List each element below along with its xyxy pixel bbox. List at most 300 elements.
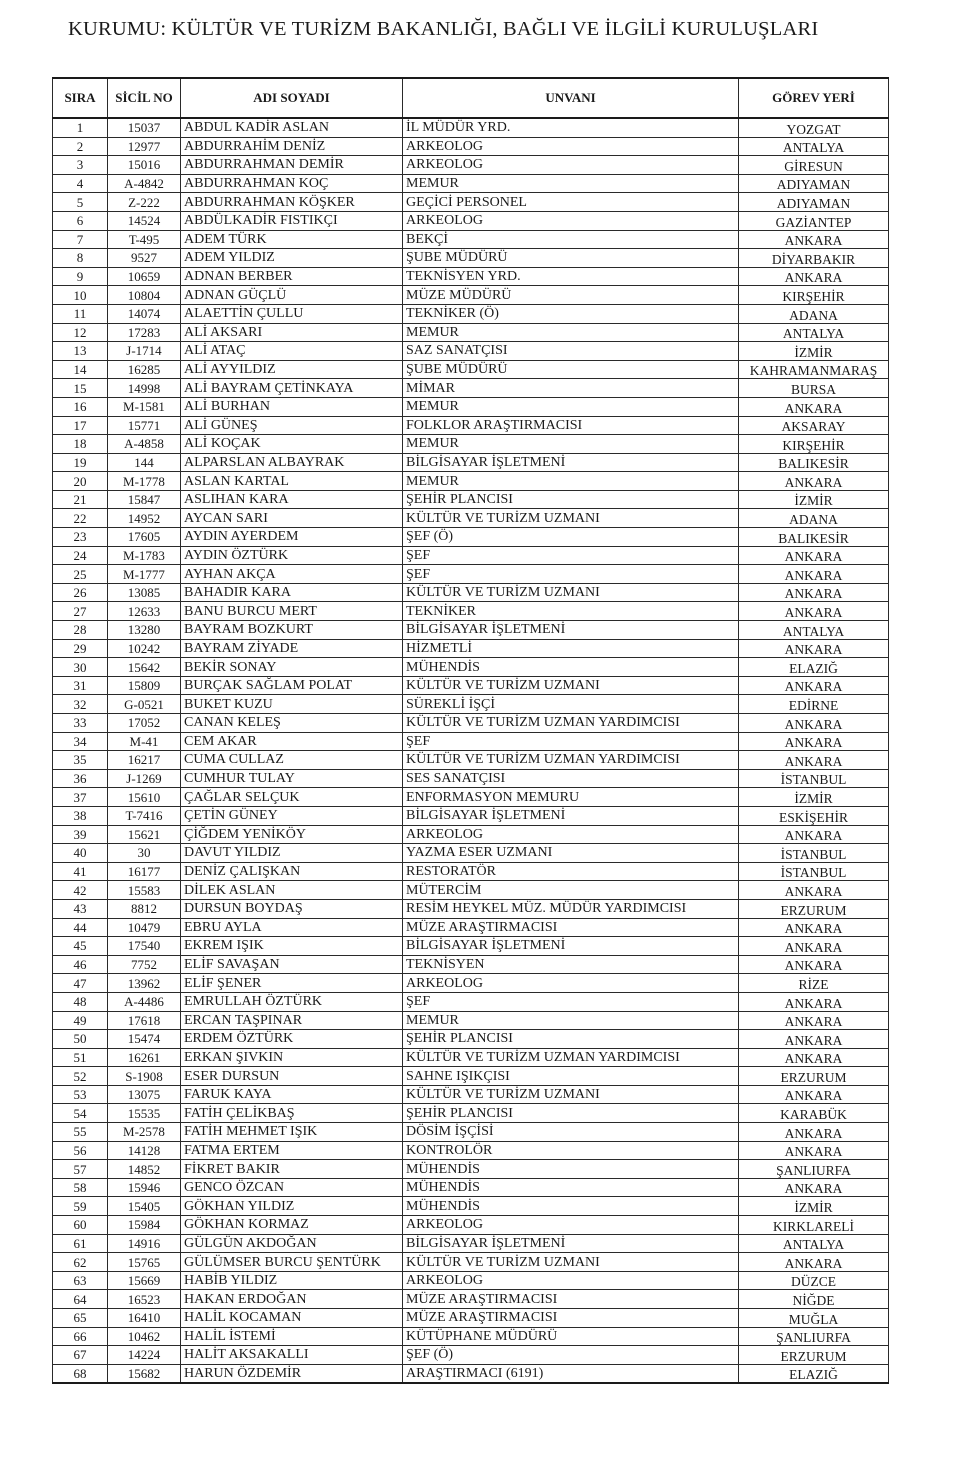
table-row [53,1178,889,1197]
cell-sira: 25 [53,565,108,584]
cell-gorev-yeri: DİYARBAKIR [739,249,889,268]
cell-adi-soyadi: ERDEM ÖZTÜRK [181,1030,403,1049]
cell-sira: 7 [53,230,108,249]
cell-adi-soyadi: BURÇAK SAĞLAM POLAT [181,676,403,695]
cell-unvani: YAZMA ESER UZMANI [403,844,739,863]
cell-gorev-yeri: ANKARA [739,565,889,584]
cell-sicil-no: T-495 [108,230,181,249]
table-row [53,509,889,528]
cell-sicil-no: 15474 [108,1030,181,1049]
cell-sira: 39 [53,825,108,844]
cell-adi-soyadi: DİLEK ASLAN [181,881,403,900]
cell-gorev-yeri: ANKARA [739,1123,889,1142]
cell-sicil-no: 10659 [108,267,181,286]
table-row [53,323,889,342]
personnel-table [52,77,889,1384]
cell-unvani: RESİM HEYKEL MÜZ. MÜDÜR YARDIMCISI [403,899,739,918]
cell-sicil-no: 14852 [108,1160,181,1179]
cell-gorev-yeri: BALIKESİR [739,453,889,472]
header-unvani: UNVANI [403,78,739,118]
cell-gorev-yeri: ESKİŞEHİR [739,806,889,825]
cell-sira: 16 [53,397,108,416]
cell-adi-soyadi: CUMHUR TULAY [181,769,403,788]
cell-sira: 44 [53,918,108,937]
cell-unvani: ARKEOLOG [403,974,739,993]
cell-sicil-no: M-2578 [108,1123,181,1142]
cell-adi-soyadi: HAKAN ERDOĞAN [181,1290,403,1309]
table-row [53,769,889,788]
cell-adi-soyadi: AYDIN AYERDEM [181,528,403,547]
cell-unvani: GEÇİCİ PERSONEL [403,193,739,212]
cell-sicil-no: M-1778 [108,472,181,491]
table-row [53,1067,889,1086]
cell-unvani: İL MÜDÜR YRD. [403,118,739,137]
cell-sira: 43 [53,899,108,918]
cell-adi-soyadi: ABDURRAHMAN DEMİR [181,156,403,175]
cell-gorev-yeri: ANKARA [739,230,889,249]
cell-sira: 4 [53,174,108,193]
cell-gorev-yeri: ANKARA [739,751,889,770]
table-row [53,435,889,454]
cell-adi-soyadi: ADNAN BERBER [181,267,403,286]
cell-adi-soyadi: BANU BURCU MERT [181,602,403,621]
table-row [53,639,889,658]
cell-sicil-no: 14952 [108,509,181,528]
cell-unvani: MİMAR [403,379,739,398]
cell-adi-soyadi: CANAN KELEŞ [181,714,403,733]
table-row [53,1327,889,1346]
cell-gorev-yeri: ANKARA [739,881,889,900]
cell-unvani: MEMUR [403,472,739,491]
cell-adi-soyadi: ALİ ATAÇ [181,342,403,361]
cell-adi-soyadi: GÖKHAN KORMAZ [181,1216,403,1235]
table-row [53,453,889,472]
cell-sira: 22 [53,509,108,528]
header-sicil-no: SİCİL NO [108,78,181,118]
cell-sira: 18 [53,435,108,454]
table-row [53,806,889,825]
cell-sicil-no: 15642 [108,658,181,677]
cell-gorev-yeri: GAZİANTEP [739,211,889,230]
cell-sira: 33 [53,714,108,733]
cell-adi-soyadi: ÇİĞDEM YENİKÖY [181,825,403,844]
cell-adi-soyadi: CUMA CULLAZ [181,751,403,770]
cell-adi-soyadi: HARUN ÖZDEMİR [181,1364,403,1383]
cell-sira: 52 [53,1067,108,1086]
page-title: KURUMU: KÜLTÜR VE TURİZM BAKANLIĞI, BAĞLI VE İLGİLİ KURULUŞLARI [68,18,819,40]
cell-unvani: KÜLTÜR VE TURİZM UZMANI [403,676,739,695]
cell-sira: 61 [53,1234,108,1253]
cell-unvani: MEMUR [403,174,739,193]
cell-sicil-no: 16523 [108,1290,181,1309]
cell-adi-soyadi: GÜLÜMSER BURCU ŞENTÜRK [181,1253,403,1272]
cell-sicil-no: 13280 [108,621,181,640]
personnel-table-container [52,77,888,1384]
table-row [53,249,889,268]
cell-sicil-no: 15847 [108,490,181,509]
cell-gorev-yeri: İSTANBUL [739,769,889,788]
cell-sicil-no: 15771 [108,416,181,435]
cell-gorev-yeri: ANKARA [739,918,889,937]
cell-gorev-yeri: KARABÜK [739,1104,889,1123]
cell-sicil-no: A-4486 [108,992,181,1011]
cell-sicil-no: 144 [108,453,181,472]
cell-adi-soyadi: ALİ BAYRAM ÇETİNKAYA [181,379,403,398]
cell-gorev-yeri: ELAZIĞ [739,658,889,677]
cell-gorev-yeri: AKSARAY [739,416,889,435]
cell-adi-soyadi: HALİL KOCAMAN [181,1309,403,1328]
cell-sicil-no: 14916 [108,1234,181,1253]
table-row [53,490,889,509]
cell-gorev-yeri: ERZURUM [739,1067,889,1086]
cell-sicil-no: 15682 [108,1364,181,1383]
table-header-row [53,78,889,118]
cell-sira: 46 [53,955,108,974]
table-row [53,602,889,621]
cell-sicil-no: 15809 [108,676,181,695]
table-row [53,1085,889,1104]
table-row [53,342,889,361]
cell-gorev-yeri: ANKARA [739,472,889,491]
cell-adi-soyadi: DENİZ ÇALIŞKAN [181,862,403,881]
cell-adi-soyadi: ÇAĞLAR SELÇUK [181,788,403,807]
cell-sicil-no: J-1269 [108,769,181,788]
table-row [53,416,889,435]
cell-unvani: ARKEOLOG [403,1216,739,1235]
cell-gorev-yeri: BURSA [739,379,889,398]
cell-gorev-yeri: YOZGAT [739,118,889,137]
cell-unvani: KÜLTÜR VE TURİZM UZMAN YARDIMCISI [403,714,739,733]
cell-sira: 66 [53,1327,108,1346]
table-row [53,1104,889,1123]
cell-sira: 38 [53,806,108,825]
cell-sicil-no: 17052 [108,714,181,733]
cell-gorev-yeri: ANKARA [739,1048,889,1067]
cell-unvani: ARKEOLOG [403,1271,739,1290]
cell-gorev-yeri: GİRESUN [739,156,889,175]
cell-sicil-no: A-4842 [108,174,181,193]
cell-gorev-yeri: RİZE [739,974,889,993]
table-row [53,472,889,491]
cell-sicil-no: 17540 [108,937,181,956]
cell-sira: 17 [53,416,108,435]
table-row [53,621,889,640]
cell-sira: 1 [53,118,108,137]
cell-sicil-no: 13075 [108,1085,181,1104]
cell-unvani: SAZ SANATÇISI [403,342,739,361]
cell-adi-soyadi: BEKİR SONAY [181,658,403,677]
cell-sira: 50 [53,1030,108,1049]
cell-sicil-no: 16177 [108,862,181,881]
table-row [53,788,889,807]
cell-sicil-no: Z-222 [108,193,181,212]
cell-sicil-no: M-1783 [108,546,181,565]
cell-unvani: BİLGİSAYAR İŞLETMENİ [403,621,739,640]
cell-unvani: ŞEF [403,546,739,565]
cell-sicil-no: 15669 [108,1271,181,1290]
cell-sira: 47 [53,974,108,993]
cell-sicil-no: 13962 [108,974,181,993]
cell-unvani: BİLGİSAYAR İŞLETMENİ [403,1234,739,1253]
cell-sira: 29 [53,639,108,658]
cell-gorev-yeri: ANKARA [739,955,889,974]
cell-sira: 31 [53,676,108,695]
cell-sicil-no: 13085 [108,583,181,602]
table-row [53,1141,889,1160]
cell-adi-soyadi: AYHAN AKÇA [181,565,403,584]
cell-sicil-no: A-4858 [108,435,181,454]
cell-gorev-yeri: ADANA [739,304,889,323]
cell-unvani: KÜLTÜR VE TURİZM UZMAN YARDIMCISI [403,1048,739,1067]
cell-unvani: ŞEHİR PLANCISI [403,490,739,509]
cell-sira: 42 [53,881,108,900]
cell-adi-soyadi: ALAETTİN ÇULLU [181,304,403,323]
cell-sicil-no: 14998 [108,379,181,398]
cell-gorev-yeri: ANKARA [739,676,889,695]
cell-adi-soyadi: FATMA ERTEM [181,1141,403,1160]
cell-sicil-no: G-0521 [108,695,181,714]
cell-adi-soyadi: ESER DURSUN [181,1067,403,1086]
cell-sicil-no: 12633 [108,602,181,621]
cell-adi-soyadi: ALİ AYYILDIZ [181,360,403,379]
cell-gorev-yeri: İZMİR [739,490,889,509]
cell-sira: 26 [53,583,108,602]
cell-unvani: BİLGİSAYAR İŞLETMENİ [403,453,739,472]
table-row [53,565,889,584]
cell-adi-soyadi: ABDURRAHMAN KÖŞKER [181,193,403,212]
cell-sicil-no: 8812 [108,899,181,918]
cell-sicil-no: 16410 [108,1309,181,1328]
cell-sira: 21 [53,490,108,509]
cell-sira: 10 [53,286,108,305]
cell-sicil-no: M-1777 [108,565,181,584]
cell-adi-soyadi: FARUK KAYA [181,1085,403,1104]
cell-gorev-yeri: BALIKESİR [739,528,889,547]
cell-unvani: SES SANATÇISI [403,769,739,788]
cell-gorev-yeri: KIRKLARELİ [739,1216,889,1235]
cell-unvani: ŞEF [403,565,739,584]
cell-adi-soyadi: ADEM TÜRK [181,230,403,249]
cell-gorev-yeri: İSTANBUL [739,844,889,863]
table-row [53,137,889,156]
cell-adi-soyadi: ADNAN GÜÇLÜ [181,286,403,305]
cell-sira: 56 [53,1141,108,1160]
cell-sira: 58 [53,1178,108,1197]
cell-sira: 20 [53,472,108,491]
cell-adi-soyadi: ADEM YILDIZ [181,249,403,268]
cell-sira: 40 [53,844,108,863]
cell-sira: 34 [53,732,108,751]
table-row [53,304,889,323]
table-row [53,1271,889,1290]
cell-unvani: ARAŞTIRMACI (6191) [403,1364,739,1383]
cell-sicil-no: 10462 [108,1327,181,1346]
cell-unvani: ŞEF (Ö) [403,528,739,547]
cell-gorev-yeri: ERZURUM [739,899,889,918]
cell-unvani: MEMUR [403,435,739,454]
cell-gorev-yeri: ANKARA [739,1253,889,1272]
table-row [53,992,889,1011]
cell-unvani: MÜHENDİS [403,1160,739,1179]
cell-sicil-no: 10242 [108,639,181,658]
cell-adi-soyadi: ALİ KOÇAK [181,435,403,454]
table-row [53,1346,889,1365]
table-row [53,379,889,398]
cell-unvani: MÜZE ARAŞTIRMACISI [403,1290,739,1309]
cell-sicil-no: 14074 [108,304,181,323]
cell-sira: 41 [53,862,108,881]
cell-sira: 36 [53,769,108,788]
cell-adi-soyadi: ABDURRAHMAN KOÇ [181,174,403,193]
cell-adi-soyadi: GÖKHAN YILDIZ [181,1197,403,1216]
table-row [53,714,889,733]
cell-adi-soyadi: AYDIN ÖZTÜRK [181,546,403,565]
cell-unvani: ŞEF (Ö) [403,1346,739,1365]
cell-sicil-no: 15765 [108,1253,181,1272]
cell-adi-soyadi: FİKRET BAKIR [181,1160,403,1179]
cell-sira: 11 [53,304,108,323]
cell-gorev-yeri: KIRŞEHİR [739,435,889,454]
cell-sira: 30 [53,658,108,677]
table-row [53,267,889,286]
cell-sira: 14 [53,360,108,379]
cell-sicil-no: 16261 [108,1048,181,1067]
cell-gorev-yeri: ANTALYA [739,1234,889,1253]
cell-adi-soyadi: GENCO ÖZCAN [181,1178,403,1197]
cell-adi-soyadi: BAYRAM ZİYADE [181,639,403,658]
table-row [53,1048,889,1067]
table-row [53,695,889,714]
cell-gorev-yeri: ANKARA [739,546,889,565]
table-row [53,1197,889,1216]
cell-adi-soyadi: EMRULLAH ÖZTÜRK [181,992,403,1011]
cell-sira: 45 [53,937,108,956]
cell-unvani: FOLKLOR ARAŞTIRMACISI [403,416,739,435]
table-row [53,751,889,770]
cell-sicil-no: 15984 [108,1216,181,1235]
cell-sira: 5 [53,193,108,212]
cell-adi-soyadi: ELİF ŞENER [181,974,403,993]
cell-sicil-no: 15037 [108,118,181,137]
cell-adi-soyadi: GÜLGÜN AKDOĞAN [181,1234,403,1253]
cell-sira: 9 [53,267,108,286]
cell-unvani: ŞEF [403,992,739,1011]
cell-unvani: MÜHENDİS [403,1197,739,1216]
table-row [53,1309,889,1328]
table-row [53,546,889,565]
cell-adi-soyadi: FATİH MEHMET IŞIK [181,1123,403,1142]
cell-sicil-no: 16217 [108,751,181,770]
cell-unvani: ŞUBE MÜDÜRÜ [403,249,739,268]
cell-sira: 24 [53,546,108,565]
table-row [53,1234,889,1253]
cell-sicil-no: M-1581 [108,397,181,416]
cell-unvani: MÜHENDİS [403,658,739,677]
cell-unvani: MÜZE ARAŞTIRMACISI [403,1309,739,1328]
table-row [53,899,889,918]
cell-adi-soyadi: EBRU AYLA [181,918,403,937]
cell-unvani: KÜTÜPHANE MÜDÜRÜ [403,1327,739,1346]
cell-unvani: TEKNİKER (Ö) [403,304,739,323]
cell-unvani: MÜHENDİS [403,1178,739,1197]
cell-sicil-no: 14128 [108,1141,181,1160]
table-row [53,1030,889,1049]
cell-sicil-no: M-41 [108,732,181,751]
cell-sira: 62 [53,1253,108,1272]
cell-gorev-yeri: NİĞDE [739,1290,889,1309]
table-row [53,918,889,937]
cell-unvani: ARKEOLOG [403,137,739,156]
cell-sira: 13 [53,342,108,361]
cell-unvani: MÜZE ARAŞTIRMACISI [403,918,739,937]
table-row [53,1011,889,1030]
cell-gorev-yeri: ADANA [739,509,889,528]
cell-sira: 23 [53,528,108,547]
header-adi-soyadi: ADI SOYADI [181,78,403,118]
cell-sicil-no: 14224 [108,1346,181,1365]
cell-gorev-yeri: ANKARA [739,732,889,751]
cell-sicil-no: T-7416 [108,806,181,825]
cell-gorev-yeri: ŞANLIURFA [739,1327,889,1346]
cell-gorev-yeri: İZMİR [739,1197,889,1216]
cell-adi-soyadi: ABDURRAHİM DENİZ [181,137,403,156]
cell-adi-soyadi: HALİL İSTEMİ [181,1327,403,1346]
cell-gorev-yeri: ADIYAMAN [739,193,889,212]
cell-gorev-yeri: ELAZIĞ [739,1364,889,1383]
cell-sira: 37 [53,788,108,807]
cell-sira: 12 [53,323,108,342]
cell-sicil-no: 14524 [108,211,181,230]
cell-gorev-yeri: MUĞLA [739,1309,889,1328]
cell-gorev-yeri: ANTALYA [739,621,889,640]
cell-unvani: MÜTERCİM [403,881,739,900]
cell-unvani: ARKEOLOG [403,156,739,175]
cell-sira: 48 [53,992,108,1011]
cell-unvani: BEKÇİ [403,230,739,249]
cell-unvani: SAHNE IŞIKÇISI [403,1067,739,1086]
cell-sicil-no: 17605 [108,528,181,547]
table-row [53,211,889,230]
cell-gorev-yeri: İZMİR [739,788,889,807]
cell-unvani: KÜLTÜR VE TURİZM UZMANI [403,1085,739,1104]
cell-sicil-no: 15016 [108,156,181,175]
cell-gorev-yeri: ANKARA [739,1141,889,1160]
cell-gorev-yeri: KIRŞEHİR [739,286,889,305]
cell-gorev-yeri: İSTANBUL [739,862,889,881]
cell-adi-soyadi: ALİ AKSARI [181,323,403,342]
table-row [53,1253,889,1272]
cell-gorev-yeri: ANKARA [739,937,889,956]
table-body [53,118,889,1383]
cell-gorev-yeri: DÜZCE [739,1271,889,1290]
cell-gorev-yeri: ANTALYA [739,323,889,342]
cell-gorev-yeri: ANKARA [739,1011,889,1030]
table-row [53,676,889,695]
cell-sicil-no: 9527 [108,249,181,268]
cell-unvani: TEKNİKER [403,602,739,621]
cell-unvani: ARKEOLOG [403,211,739,230]
cell-adi-soyadi: CEM AKAR [181,732,403,751]
cell-unvani: KÜLTÜR VE TURİZM UZMANI [403,509,739,528]
cell-adi-soyadi: ELİF SAVAŞAN [181,955,403,974]
cell-sira: 32 [53,695,108,714]
cell-sicil-no: S-1908 [108,1067,181,1086]
cell-adi-soyadi: ALPARSLAN ALBAYRAK [181,453,403,472]
cell-adi-soyadi: ALİ BURHAN [181,397,403,416]
cell-sicil-no: 15535 [108,1104,181,1123]
cell-gorev-yeri: ANKARA [739,714,889,733]
cell-sicil-no: 17283 [108,323,181,342]
